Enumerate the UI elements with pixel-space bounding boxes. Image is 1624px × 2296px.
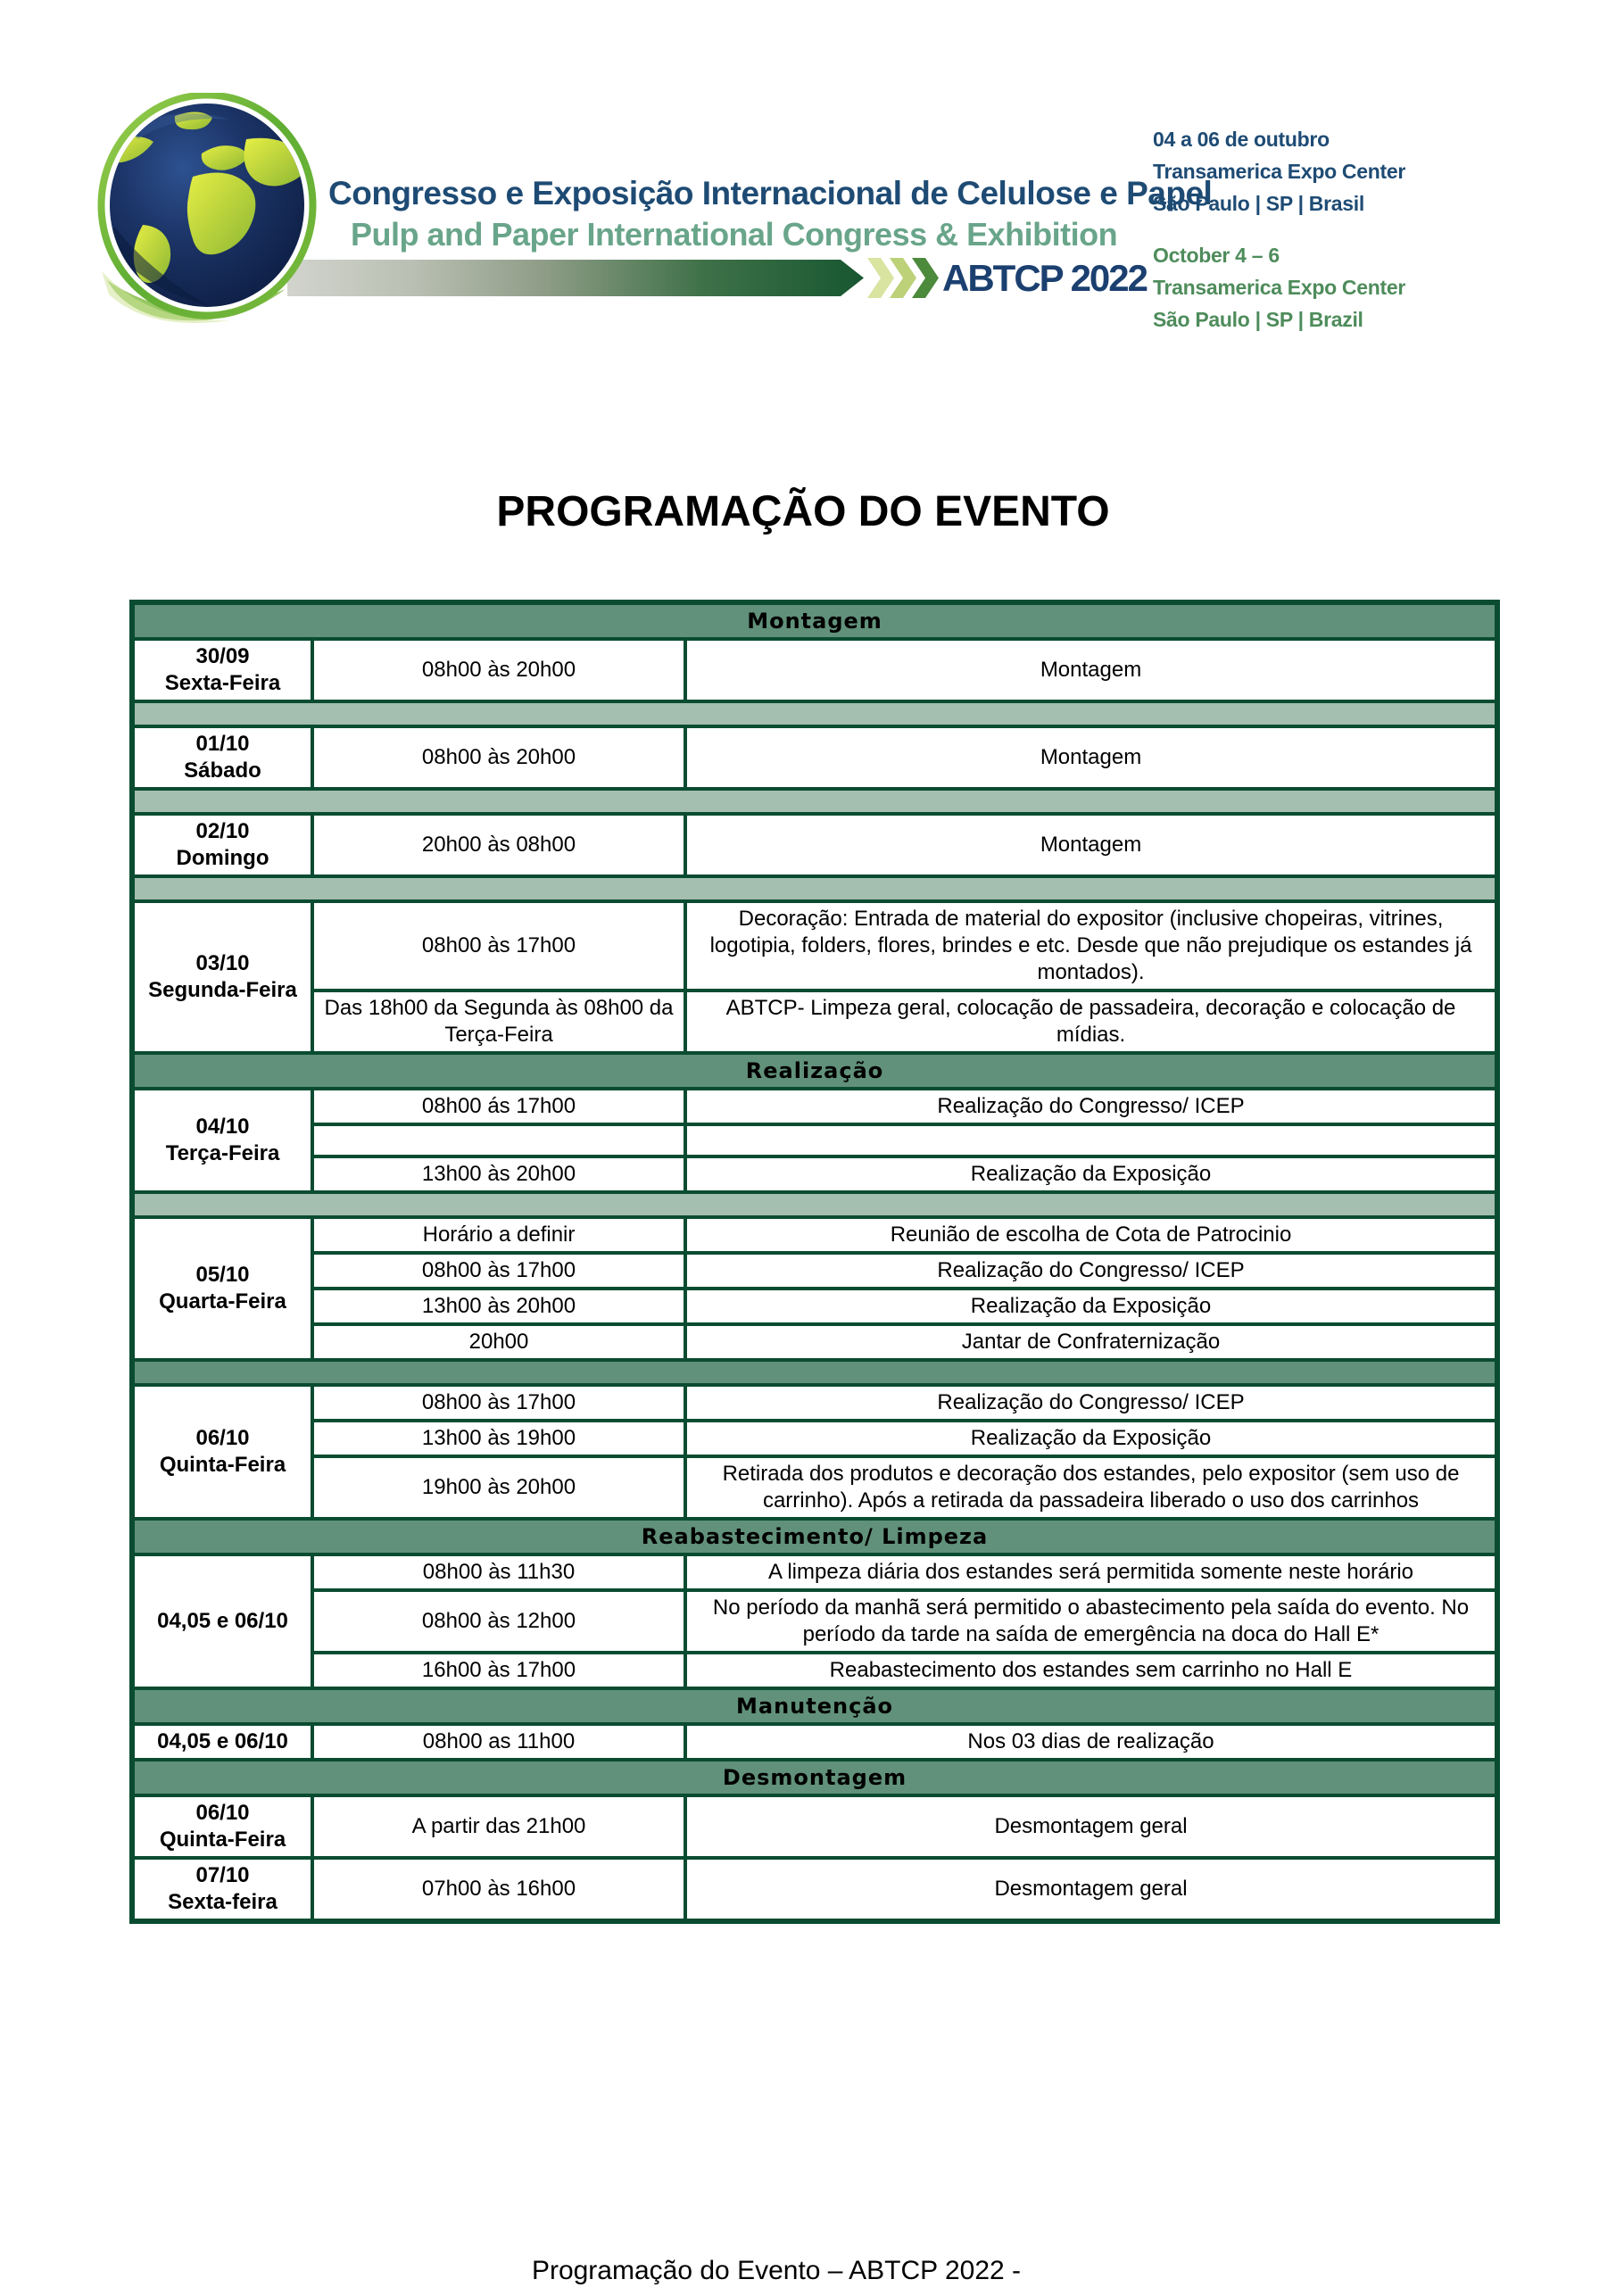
activity-cell: A limpeza diária dos estandes será permitida somente neste horário xyxy=(685,1554,1497,1590)
activity-cell: Realização da Exposição xyxy=(685,1156,1497,1192)
venue-en-city: São Paulo | SP | Brazil xyxy=(1153,308,1363,331)
separator-band xyxy=(132,1360,1497,1385)
activity-cell: Realização do Congresso/ ICEP xyxy=(685,1089,1497,1124)
time-cell: 20h00 xyxy=(312,1324,685,1360)
logo-title-pt: Congresso e Exposição Internacional de Celulose e Papel xyxy=(328,175,1213,211)
time-cell: 08h00 às 20h00 xyxy=(312,639,685,701)
section-header-row xyxy=(132,1760,1497,1795)
schedule-row xyxy=(132,1324,1497,1360)
schedule-row xyxy=(132,1289,1497,1324)
date-cell: 07/10 Sexta-feira xyxy=(132,1858,312,1921)
activity-cell: Realização da Exposição xyxy=(685,1421,1497,1456)
time-cell: 07h00 às 16h00 xyxy=(312,1858,685,1921)
venue-en-dates: October 4 – 6 xyxy=(1153,244,1280,267)
schedule-table xyxy=(129,600,1500,1924)
activity-cell: Realização do Congresso/ ICEP xyxy=(685,1253,1497,1289)
schedule-row xyxy=(132,1217,1497,1253)
time-cell: 20h00 às 08h00 xyxy=(312,814,685,876)
activity-cell: Montagem xyxy=(685,814,1497,876)
time-cell: Horário a definir xyxy=(312,1217,685,1253)
date-cell: 02/10 Domingo xyxy=(132,814,312,876)
time-cell: 08h00 as 11h00 xyxy=(312,1724,685,1760)
date-cell: 04,05 e 06/10 xyxy=(132,1724,312,1760)
time-cell xyxy=(312,1124,685,1156)
time-cell: 13h00 às 19h00 xyxy=(312,1421,685,1456)
schedule-row xyxy=(132,1590,1497,1653)
schedule-row xyxy=(132,1156,1497,1192)
activity-cell: Montagem xyxy=(685,726,1497,789)
venue-pt-city: São Paulo | SP | Brasil xyxy=(1153,192,1364,215)
schedule-row xyxy=(132,1795,1497,1858)
section-header-row xyxy=(132,1688,1497,1724)
page-footer: Programação do Evento – ABTCP 2022 - xyxy=(531,2256,1022,2285)
time-cell: 13h00 às 20h00 xyxy=(312,1156,685,1192)
venue-pt-place: Transamerica Expo Center xyxy=(1153,160,1405,183)
globe-earth-icon xyxy=(96,93,319,327)
date-cell: 04,05 e 06/10 xyxy=(132,1554,312,1688)
schedule-row xyxy=(132,1858,1497,1921)
schedule-row xyxy=(132,1653,1497,1688)
section-header-row xyxy=(132,1053,1497,1089)
activity-cell: Desmontagem geral xyxy=(685,1795,1497,1858)
activity-cell: Montagem xyxy=(685,639,1497,701)
separator-row xyxy=(132,789,1497,814)
time-cell: 08h00 ás 17h00 xyxy=(312,1089,685,1124)
separator-band xyxy=(132,876,1497,901)
time-cell: A partir das 21h00 xyxy=(312,1795,685,1858)
time-cell: 08h00 às 17h00 xyxy=(312,1385,685,1421)
time-cell: 08h00 às 12h00 xyxy=(312,1590,685,1653)
separator-row xyxy=(132,876,1497,901)
activity-cell: Realização da Exposição xyxy=(685,1289,1497,1324)
activity-cell: Reunião de escolha de Cota de Patrocinio xyxy=(685,1217,1497,1253)
schedule-row xyxy=(132,901,1497,991)
schedule-row xyxy=(132,1554,1497,1590)
schedule-row xyxy=(132,1089,1497,1124)
activity-cell: Realização do Congresso/ ICEP xyxy=(685,1385,1497,1421)
schedule-row xyxy=(132,726,1497,789)
separator-row xyxy=(132,701,1497,726)
time-cell: 16h00 às 17h00 xyxy=(312,1653,685,1688)
separator-row xyxy=(132,1360,1497,1385)
time-cell: 08h00 às 20h00 xyxy=(312,726,685,789)
page-title: PROGRAMAÇÃO DO EVENTO xyxy=(496,488,1110,535)
logo-title-en: Pulp and Paper International Congress & Exhibition xyxy=(351,216,1118,253)
separator-row xyxy=(132,1192,1497,1217)
schedule-row xyxy=(132,991,1497,1053)
activity-cell: Desmontagem geral xyxy=(685,1858,1497,1921)
date-cell: 06/10 Quinta-Feira xyxy=(132,1795,312,1858)
venue-en-place: Transamerica Expo Center xyxy=(1153,276,1405,299)
venue-pt-dates: 04 a 06 de outubro xyxy=(1153,128,1330,151)
section-title: Montagem xyxy=(132,602,1497,639)
venue-info-en xyxy=(1153,239,1528,336)
schedule-table-body xyxy=(132,602,1497,1921)
time-cell: 13h00 às 20h00 xyxy=(312,1289,685,1324)
section-title: Realização xyxy=(132,1053,1497,1089)
section-header-row xyxy=(132,1519,1497,1554)
date-cell: 04/10 Terça-Feira xyxy=(132,1089,312,1192)
gradient-arrow-bar xyxy=(287,260,864,296)
activity-cell: Nos 03 dias de realização xyxy=(685,1724,1497,1760)
time-cell: 08h00 às 17h00 xyxy=(312,1253,685,1289)
activity-cell: Retirada dos produtos e decoração dos estandes, pelo expositor (sem uso de carrinho). Após a retirada da passadeira liberado o uso dos carrinhos xyxy=(685,1456,1497,1519)
section-title: Manutenção xyxy=(132,1688,1497,1724)
date-cell: 05/10 Quarta-Feira xyxy=(132,1217,312,1360)
time-cell: 08h00 às 11h30 xyxy=(312,1554,685,1590)
section-title: Reabastecimento/ Limpeza xyxy=(132,1519,1497,1554)
separator-band xyxy=(132,701,1497,726)
activity-cell: Jantar de Confraternização xyxy=(685,1324,1497,1360)
schedule-row xyxy=(132,1456,1497,1519)
section-title: Desmontagem xyxy=(132,1760,1497,1795)
date-cell: 30/09 Sexta-Feira xyxy=(132,639,312,701)
event-logo-header xyxy=(0,0,1624,384)
schedule-row xyxy=(132,1253,1497,1289)
time-cell: Das 18h00 da Segunda às 08h00 da Terça-Feira xyxy=(312,991,685,1053)
schedule-row xyxy=(132,1421,1497,1456)
date-cell: 03/10 Segunda-Feira xyxy=(132,901,312,1053)
schedule-row xyxy=(132,1724,1497,1760)
activity-cell: ABTCP- Limpeza geral, colocação de passadeira, decoração e colocação de mídias. xyxy=(685,991,1497,1053)
activity-cell xyxy=(685,1124,1497,1156)
date-cell: 06/10 Quinta-Feira xyxy=(132,1385,312,1519)
separator-band xyxy=(132,789,1497,814)
section-header-row xyxy=(132,602,1497,639)
time-cell: 19h00 às 20h00 xyxy=(312,1456,685,1519)
chevron-icon xyxy=(867,258,894,298)
schedule-row xyxy=(132,639,1497,701)
schedule-row xyxy=(132,1124,1497,1156)
activity-cell: Reabastecimento dos estandes sem carrinho no Hall E xyxy=(685,1653,1497,1688)
schedule-row xyxy=(132,814,1497,876)
brand-text: ABTCP 2022 xyxy=(942,257,1148,299)
separator-band xyxy=(132,1192,1497,1217)
activity-cell: No período da manhã será permitido o abastecimento pela saída do evento. No período da tarde na saída de emergência na doca do Hall E* xyxy=(685,1590,1497,1653)
schedule-row xyxy=(132,1385,1497,1421)
time-cell: 08h00 às 17h00 xyxy=(312,901,685,991)
activity-cell: Decoração: Entrada de material do expositor (inclusive chopeiras, vitrines, logotipia, folders, flores, brindes e etc. Desde que não prejudique os estandes já montados). xyxy=(685,901,1497,991)
date-cell: 01/10 Sábado xyxy=(132,726,312,789)
